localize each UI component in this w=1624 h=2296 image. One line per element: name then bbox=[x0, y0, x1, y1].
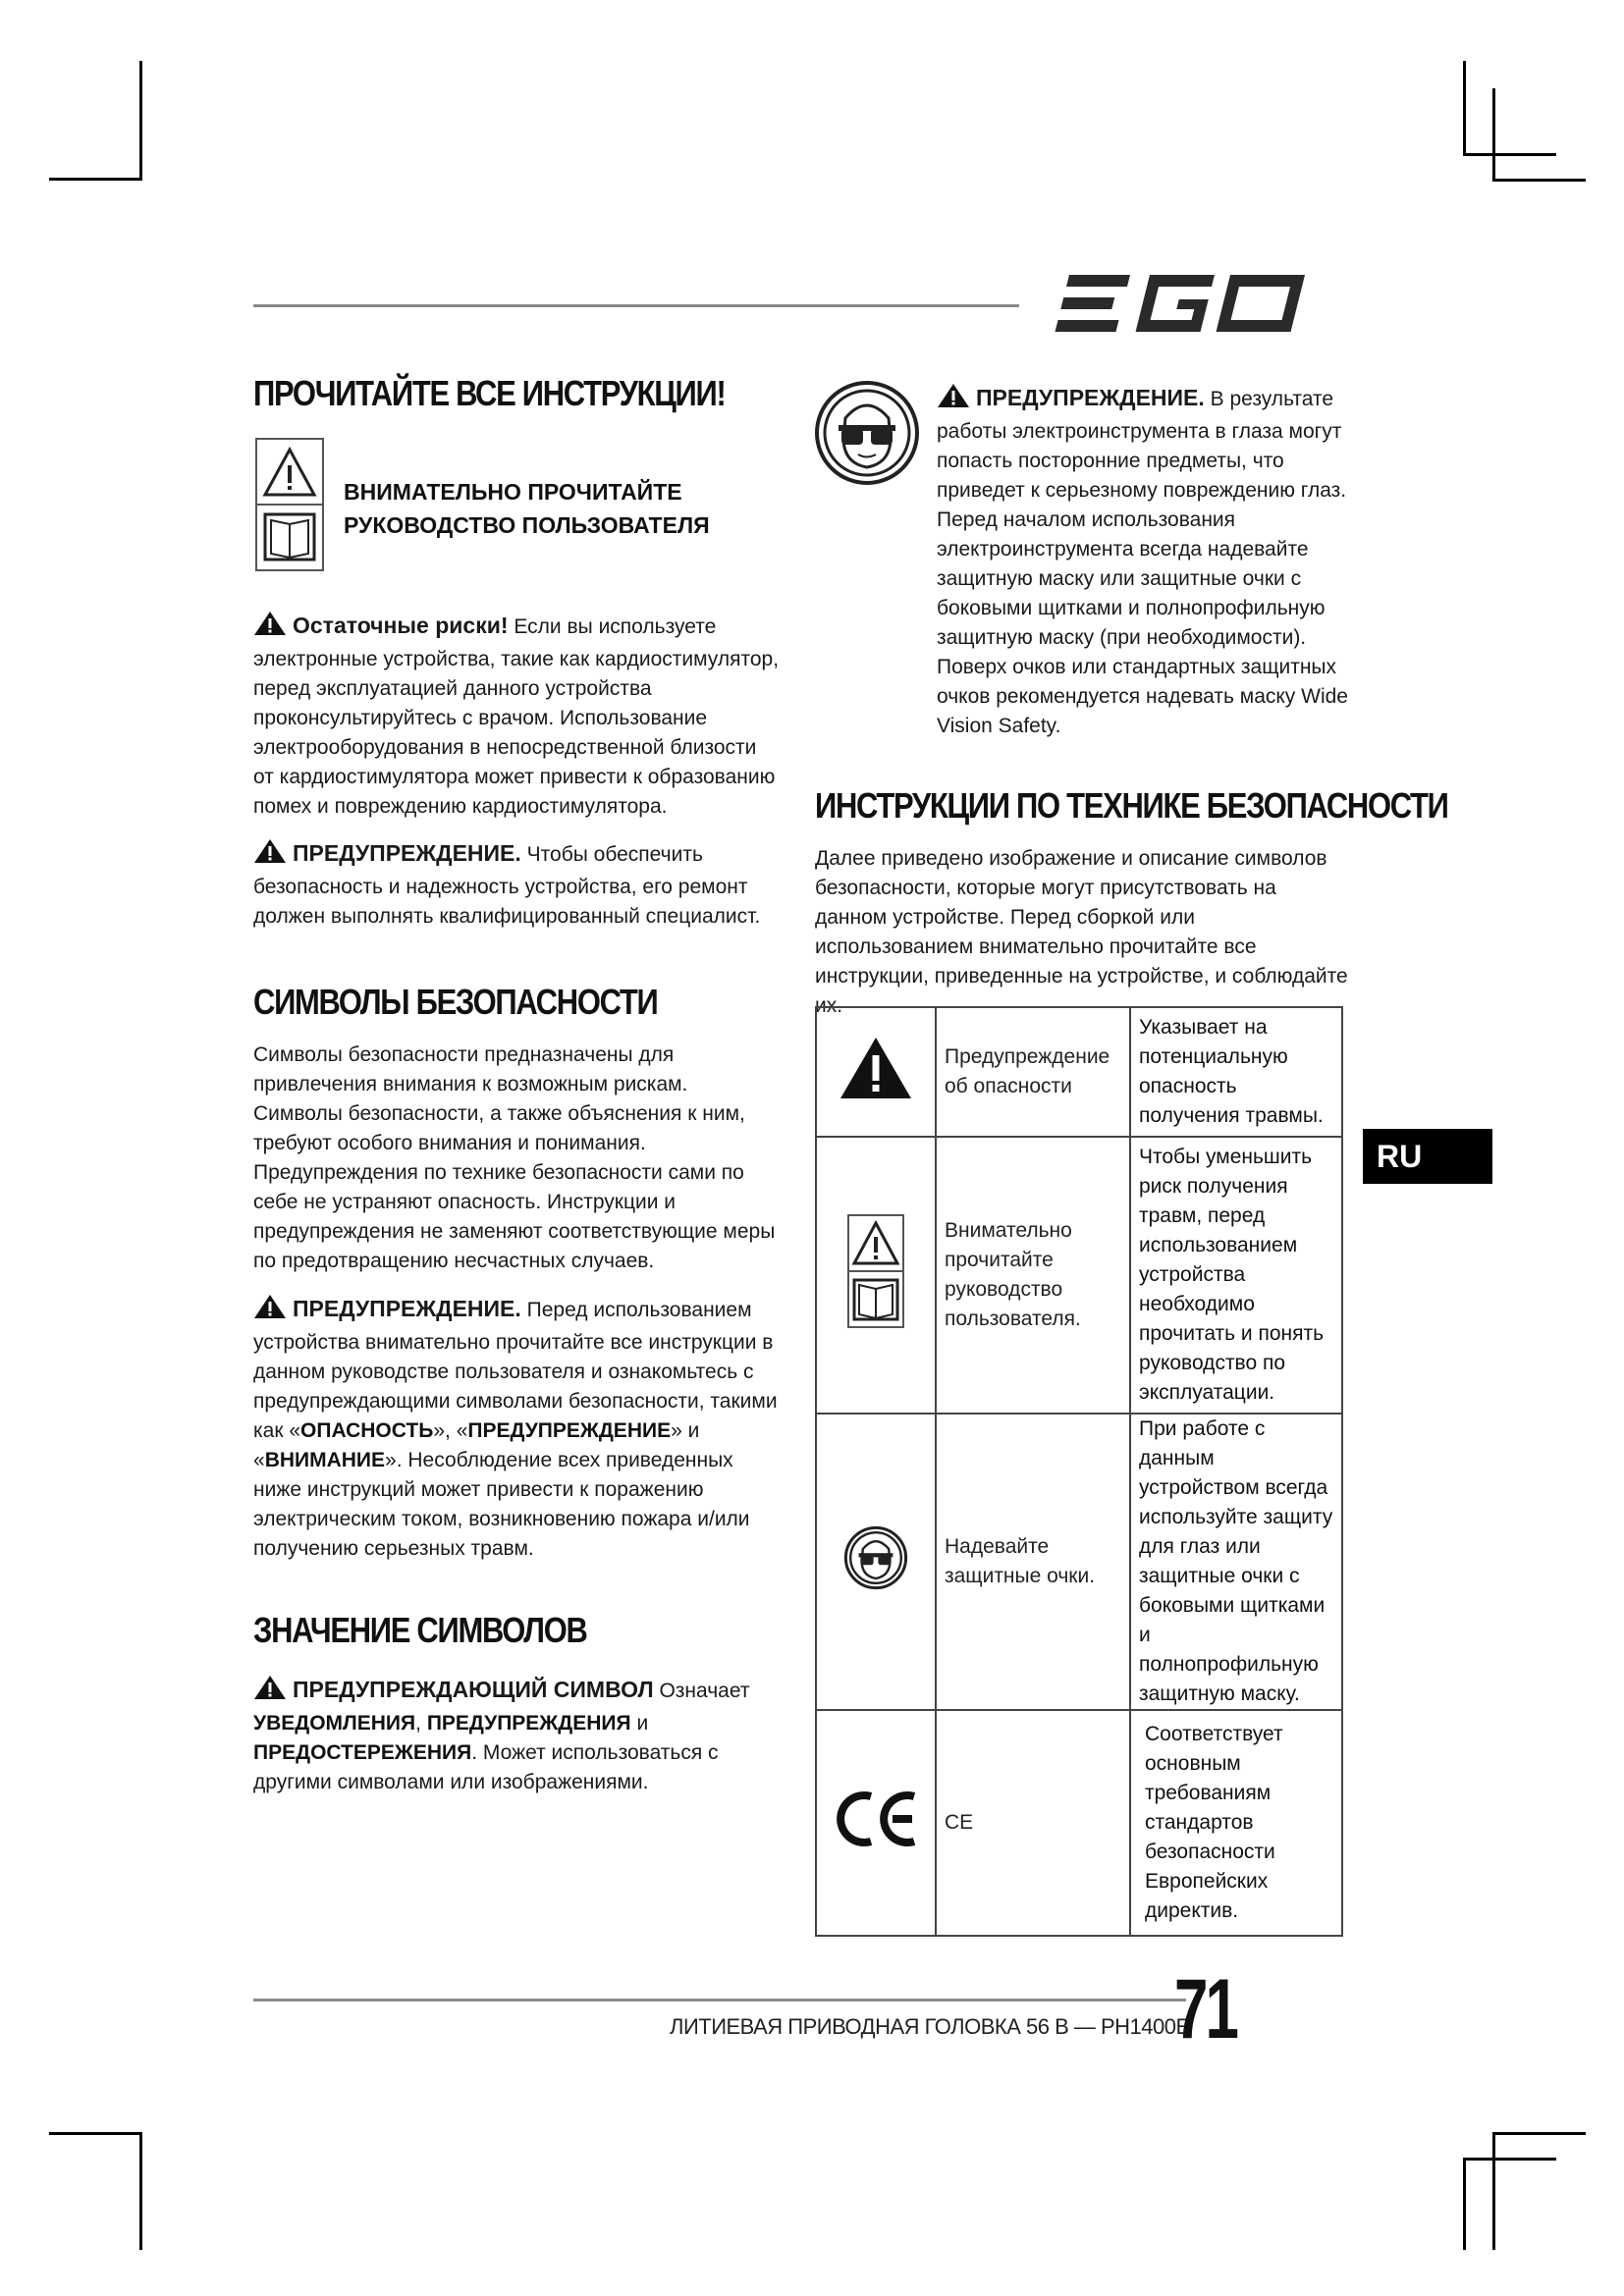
symbols-table bbox=[815, 1006, 1343, 1937]
table-name-cell: Предупреждение об опасности bbox=[936, 1007, 1130, 1137]
safety-glasses-icon bbox=[813, 379, 921, 487]
warning-triangle-icon bbox=[253, 1675, 287, 1709]
footer-rule bbox=[253, 1999, 1186, 2002]
table-row bbox=[816, 1007, 1342, 1137]
page-number: 71 bbox=[1174, 1962, 1237, 2056]
table-name-cell: CE bbox=[936, 1710, 1130, 1936]
table-icon-cell bbox=[816, 1007, 936, 1137]
keyword-warning: ПРЕДУПРЕЖДЕНИЕ bbox=[467, 1419, 672, 1442]
manual-notice-text bbox=[344, 475, 710, 542]
eye-warning-text: В результате работы электроинструмента в глаза могут попасть посторонние предметы, что приведет к серьезному повреждению глаз. Перед началом использования электроинструмента всегда надевайте защитную маску или защитные очки с боковыми щитками и полнопрофильную защитную маску (при необходимости). Поверх очков или стандартных защитных очков рекомендуется надевать маску Wide Vision Safety. bbox=[937, 388, 1348, 737]
safety-instructions-intro: Далее приведено изображение и описание символов безопасности, которые могут присутствовать на данном устройстве. Перед сборкой или использованием внимательно прочитайте все инструкции, приведенные на устройстве, и соблюдайте их. bbox=[815, 847, 1348, 1017]
warning-triangle-icon bbox=[937, 383, 970, 417]
read-manual-icon bbox=[847, 1214, 904, 1328]
table-desc-cell: Соответствует основным требованиям стандартов безопасности Европейских директив. bbox=[1130, 1710, 1342, 1936]
keyword-cautions: ПРЕДОСТЕРЕЖЕНИЯ bbox=[253, 1741, 472, 1764]
residual-risks-text: Если вы используете электронные устройства, такие как кардиостимулятор, перед эксплуатацией данного устройства проконсультируйтесь с врачом. Использование электрооборудования в непосредственной близости от кардиостимулятора может привести к образованию помех и повреждению кардиостимулятора. bbox=[253, 615, 780, 818]
language-tab-ru: RU bbox=[1363, 1129, 1492, 1184]
table-icon-cell bbox=[816, 1710, 936, 1936]
table-desc-cell: Указывает на потенциальную опасность получения травмы. bbox=[1130, 1007, 1342, 1137]
table-name-cell: Внимательно прочитайте руководство пользователя. bbox=[936, 1137, 1130, 1414]
manual-notice-line1: ВНИМАТЕЛЬНО ПРОЧИТАЙТЕ bbox=[344, 479, 682, 505]
heading-symbol-meaning: ЗНАЧЕНИЕ СИМВОЛОВ bbox=[253, 1610, 587, 1650]
heading-safety-symbols: СИМВОЛЫ БЕЗОПАСНОСТИ bbox=[253, 982, 658, 1022]
warning-read-lead: ПРЕДУПРЕЖДЕНИЕ. bbox=[293, 1296, 521, 1321]
safety-symbols-intro: Символы безопасности предназначены для привлечения внимания к возможным рискам. Символы безопасности, а также объяснения к ним, требуют особого внимания и понимания. Предупреждения по технике безопасности сами по себе не устраняют опасность. Инструкции и предупреждения не заменяют соответствующие меры по предотвращению несчастных случаев. bbox=[253, 1043, 776, 1272]
residual-risks-paragraph bbox=[253, 611, 780, 822]
warning-read-paragraph bbox=[253, 1294, 780, 1564]
heading-read-all: ПРОЧИТАЙТЕ ВСЕ ИНСТРУКЦИИ! bbox=[253, 373, 726, 413]
table-desc-cell: При работе с данным устройством всегда используйте защиту для глаз или защитные очки с боковыми щитками и полнопрофильную защитную маску. bbox=[1130, 1414, 1342, 1710]
table-row bbox=[816, 1710, 1342, 1936]
keyword-warnings: ПРЕДУПРЕЖДЕНИЯ bbox=[426, 1712, 631, 1735]
footer-product-title: ЛИТИЕВАЯ ПРИВОДНАЯ ГОЛОВКА 56 В — PH1400E bbox=[670, 2014, 1190, 2039]
ce-mark-icon bbox=[832, 1789, 920, 1849]
warning-repair-lead: ПРЕДУПРЕЖДЕНИЕ. bbox=[293, 840, 521, 866]
warning-repair-paragraph bbox=[253, 838, 780, 932]
warning-triangle-icon bbox=[839, 1036, 913, 1100]
warning-read-text1: Перед использованием устройства внимательно прочитайте все инструкции в данном руководстве пользователя и ознакомьтесь с предупреждающими символами безопасности, такими как « bbox=[253, 1299, 778, 1442]
heading-safety-instructions: ИНСТРУКЦИИ ПО ТЕХНИКЕ БЕЗОПАСНОСТИ bbox=[815, 785, 1448, 826]
table-icon-cell bbox=[816, 1137, 936, 1414]
manual-notice-icon bbox=[255, 438, 324, 571]
table-desc-cell: Чтобы уменьшить риск получения травм, перед использованием устройства необходимо прочитать и понять руководство по эксплуатации. bbox=[1130, 1137, 1342, 1414]
manual-notice-line2: РУКОВОДСТВО ПОЛЬЗОВАТЕЛЯ bbox=[344, 512, 710, 538]
table-row bbox=[816, 1137, 1342, 1414]
table-icon-cell bbox=[816, 1414, 936, 1710]
warning-triangle-icon bbox=[253, 838, 287, 873]
header-rule bbox=[253, 304, 1019, 307]
table-row bbox=[816, 1414, 1342, 1710]
keyword-caution: ВНИМАНИЕ bbox=[264, 1449, 386, 1471]
symbol-meaning-paragraph bbox=[253, 1675, 780, 1797]
eye-warning-paragraph bbox=[937, 383, 1349, 741]
warning-read-text4: ». Несоблюдение всех приведенных ниже инструкций может привести к поражению электрическим током, возникновению пожара и/или получению серьезных травм. bbox=[253, 1449, 750, 1560]
symbol-meaning-text1: Означает bbox=[659, 1680, 750, 1702]
warning-read-text3: » и « bbox=[253, 1419, 700, 1471]
eye-warning-lead: ПРЕДУПРЕЖДЕНИЕ. bbox=[976, 385, 1205, 410]
keyword-danger: ОПАСНОСТЬ bbox=[300, 1419, 434, 1442]
warning-triangle-icon bbox=[253, 611, 287, 645]
safety-glasses-icon bbox=[843, 1525, 908, 1590]
symbol-meaning-lead: ПРЕДУПРЕЖДАЮЩИЙ СИМВОЛ bbox=[293, 1677, 654, 1702]
warning-read-text2: », « bbox=[433, 1419, 468, 1442]
keyword-notice: УВЕДОМЛЕНИЯ bbox=[253, 1712, 416, 1735]
warning-triangle-icon bbox=[253, 1294, 287, 1328]
table-name-cell: Надевайте защитные очки. bbox=[936, 1414, 1130, 1710]
symbol-meaning-text2: , bbox=[415, 1712, 421, 1735]
symbol-meaning-text3: и bbox=[636, 1712, 649, 1735]
residual-risks-lead: Остаточные риски! bbox=[293, 613, 509, 638]
warning-repair-text: Чтобы обеспечить безопасность и надежность устройства, его ремонт должен выполнять квалифицированный специалист. bbox=[253, 843, 761, 928]
ego-logo bbox=[1049, 271, 1343, 336]
symbol-meaning-text4: . Может использоваться с другими символами или изображениями. bbox=[253, 1741, 719, 1793]
